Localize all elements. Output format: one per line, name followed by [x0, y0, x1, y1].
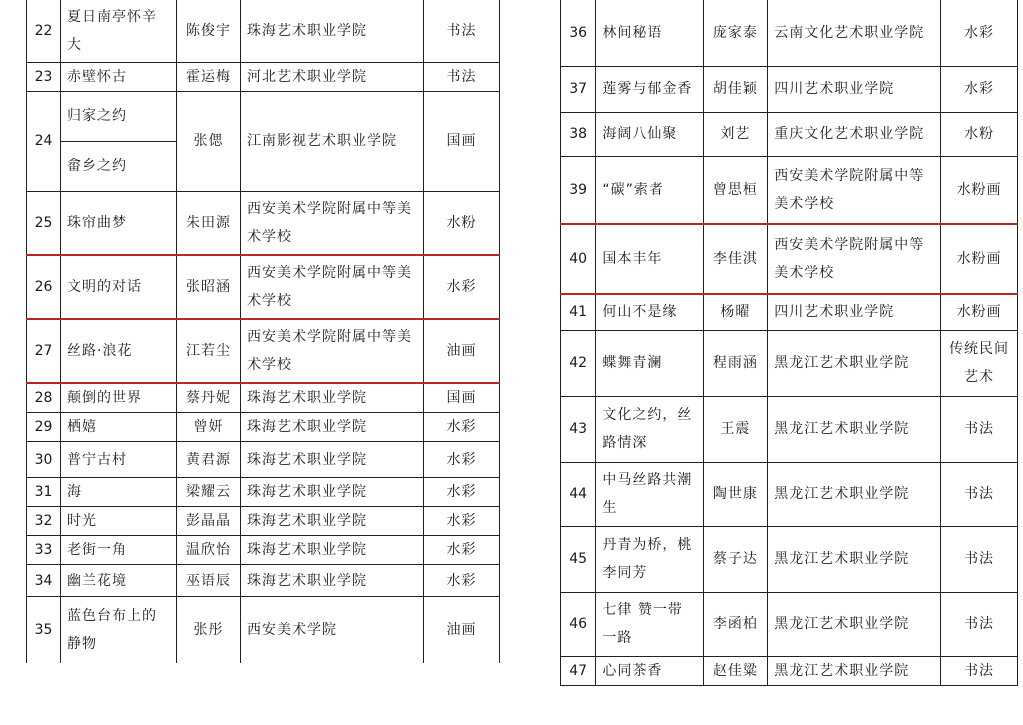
art-type: 水粉画: [941, 156, 1018, 224]
row-number: 32: [27, 507, 61, 536]
work-title: 颠倒的世界: [61, 383, 177, 413]
table-row: [561, 112, 1018, 156]
art-type: 国画: [424, 383, 500, 413]
row-number: 34: [27, 565, 61, 597]
row-number: 38: [561, 112, 596, 156]
table-row: [27, 597, 500, 663]
work-title: 蓝色台布上的静物: [61, 597, 177, 663]
art-type: 国画: [424, 91, 500, 191]
author-name: 王震: [703, 396, 768, 462]
school-name: 西安美术学院: [241, 597, 424, 663]
table-row: [561, 462, 1018, 526]
school-name: 珠海艺术职业学院: [241, 0, 424, 62]
author-name: 曾妍: [177, 413, 241, 442]
school-name: 黑龙江艺术职业学院: [768, 330, 941, 396]
work-title: 何山不是缘: [596, 294, 703, 330]
author-name: 庞家泰: [703, 0, 768, 66]
right-table: [560, 0, 1018, 686]
art-type: 书法: [941, 396, 1018, 462]
author-name: 刘艺: [703, 112, 768, 156]
author-name: 朱田源: [177, 191, 241, 255]
art-type: 书法: [941, 462, 1018, 526]
work-title: 文化之约，丝路情深: [596, 396, 703, 462]
work-title: 心同茶香: [596, 656, 703, 685]
work-title: 归家之约: [61, 91, 177, 141]
school-name: 重庆文化艺术职业学院: [768, 112, 941, 156]
art-type: 书法: [941, 656, 1018, 685]
work-title: 赤壁怀古: [61, 62, 177, 91]
table-row: [27, 565, 500, 597]
table-row: [27, 536, 500, 565]
author-name: 胡佳颖: [703, 66, 768, 112]
school-name: 西安美术学院附属中等美术学校: [768, 156, 941, 224]
school-name: 珠海艺术职业学院: [241, 442, 424, 478]
table-row: [27, 442, 500, 478]
row-number: 42: [561, 330, 596, 396]
art-type: 书法: [424, 62, 500, 91]
school-name: 西安美术学院附属中等美术学校: [241, 319, 424, 383]
work-title: 中马丝路共潮生: [596, 462, 703, 526]
author-name: 陶世康: [703, 462, 768, 526]
table-row: [27, 91, 500, 141]
art-type: 水粉: [941, 112, 1018, 156]
row-number: 47: [561, 656, 596, 685]
school-name: 云南文化艺术职业学院: [768, 0, 941, 66]
row-number: 44: [561, 462, 596, 526]
author-name: 张昭涵: [177, 255, 241, 319]
table-row: [27, 62, 500, 91]
art-type: 水粉画: [941, 294, 1018, 330]
table-row: [561, 592, 1018, 656]
school-name: 珠海艺术职业学院: [241, 507, 424, 536]
art-type: 水粉画: [941, 224, 1018, 294]
table-row: [27, 507, 500, 536]
row-number: 31: [27, 478, 61, 507]
author-name: 张彤: [177, 597, 241, 663]
art-type: 油画: [424, 597, 500, 663]
work-title: 幽兰花境: [61, 565, 177, 597]
school-name: 西安美术学院附属中等美术学校: [241, 255, 424, 319]
author-name: 江若尘: [177, 319, 241, 383]
work-title: 文明的对话: [61, 255, 177, 319]
work-title: 丝路·浪花: [61, 319, 177, 383]
school-name: 西安美术学院附属中等美术学校: [768, 224, 941, 294]
row-number: 35: [27, 597, 61, 663]
school-name: 西安美术学院附属中等美术学校: [241, 191, 424, 255]
row-number: 43: [561, 396, 596, 462]
row-number: 25: [27, 191, 61, 255]
art-type: 书法: [941, 592, 1018, 656]
author-name: 蔡子达: [703, 526, 768, 592]
work-title: 夏日南亭怀辛大: [61, 0, 177, 62]
work-title: 普宁古村: [61, 442, 177, 478]
work-title: “碳”索者: [596, 156, 703, 224]
row-number: 27: [27, 319, 61, 383]
row-number: 26: [27, 255, 61, 319]
table-row: [561, 396, 1018, 462]
author-name: 张偲: [177, 91, 241, 191]
school-name: 黑龙江艺术职业学院: [768, 592, 941, 656]
work-title: 国本丰年: [596, 224, 703, 294]
table-row: [27, 478, 500, 507]
table-row: [27, 0, 500, 62]
school-name: 江南影视艺术职业学院: [241, 91, 424, 191]
author-name: 李函柏: [703, 592, 768, 656]
table-row: [561, 656, 1018, 685]
left-table: [26, 0, 500, 663]
school-name: 黑龙江艺术职业学院: [768, 526, 941, 592]
school-name: 珠海艺术职业学院: [241, 478, 424, 507]
table-row: [561, 66, 1018, 112]
art-type: 水彩: [424, 507, 500, 536]
table-row: [27, 383, 500, 413]
art-type: 水粉: [424, 191, 500, 255]
author-name: 曾思桓: [703, 156, 768, 224]
work-title: 时光: [61, 507, 177, 536]
school-name: 珠海艺术职业学院: [241, 383, 424, 413]
work-title: 林间秘语: [596, 0, 703, 66]
work-title: 海: [61, 478, 177, 507]
author-name: 梁耀云: [177, 478, 241, 507]
table-row: [27, 413, 500, 442]
school-name: 珠海艺术职业学院: [241, 565, 424, 597]
row-number: 39: [561, 156, 596, 224]
art-type: 水彩: [941, 66, 1018, 112]
work-title: 丹青为桥，桃李同芳: [596, 526, 703, 592]
work-title: 老街一角: [61, 536, 177, 565]
row-number: 40: [561, 224, 596, 294]
work-title: 七律 赞一带一路: [596, 592, 703, 656]
table-row: [561, 526, 1018, 592]
art-type: 水彩: [424, 478, 500, 507]
table-row: [561, 330, 1018, 396]
school-name: 四川艺术职业学院: [768, 294, 941, 330]
art-type: 水彩: [424, 565, 500, 597]
work-title: 莲雾与郁金香: [596, 66, 703, 112]
row-number: 41: [561, 294, 596, 330]
row-number: 46: [561, 592, 596, 656]
art-type: 书法: [941, 526, 1018, 592]
row-number: 29: [27, 413, 61, 442]
art-type: 水彩: [424, 255, 500, 319]
school-name: 黑龙江艺术职业学院: [768, 656, 941, 685]
author-name: 杨曜: [703, 294, 768, 330]
table-row: [561, 294, 1018, 330]
art-type: 水彩: [941, 0, 1018, 66]
row-number: 23: [27, 62, 61, 91]
row-number: 22: [27, 0, 61, 62]
art-type: 油画: [424, 319, 500, 383]
art-type: 水彩: [424, 442, 500, 478]
school-name: 珠海艺术职业学院: [241, 413, 424, 442]
work-title: 栖嬉: [61, 413, 177, 442]
work-title: 珠帘曲梦: [61, 191, 177, 255]
author-name: 赵佳粱: [703, 656, 768, 685]
school-name: 黑龙江艺术职业学院: [768, 396, 941, 462]
art-type: 传统民间艺术: [941, 330, 1018, 396]
row-number: 30: [27, 442, 61, 478]
author-name: 彭晶晶: [177, 507, 241, 536]
table-row: [561, 0, 1018, 66]
school-name: 河北艺术职业学院: [241, 62, 424, 91]
table-row: [27, 191, 500, 255]
author-name: 李佳淇: [703, 224, 768, 294]
row-number: 33: [27, 536, 61, 565]
row-number: 45: [561, 526, 596, 592]
work-title: 海阔八仙聚: [596, 112, 703, 156]
author-name: 霍运梅: [177, 62, 241, 91]
author-name: 温欣怡: [177, 536, 241, 565]
school-name: 四川艺术职业学院: [768, 66, 941, 112]
table-row: [561, 224, 1018, 294]
author-name: 黄君源: [177, 442, 241, 478]
art-type: 书法: [424, 0, 500, 62]
author-name: 蔡丹妮: [177, 383, 241, 413]
work-title: 蝶舞青澜: [596, 330, 703, 396]
author-name: 巫语辰: [177, 565, 241, 597]
school-name: 黑龙江艺术职业学院: [768, 462, 941, 526]
row-number: 24: [27, 91, 61, 191]
author-name: 程雨涵: [703, 330, 768, 396]
school-name: 珠海艺术职业学院: [241, 536, 424, 565]
work-title-second: 畲乡之约: [61, 141, 177, 191]
table-row: [27, 255, 500, 319]
art-type: 水彩: [424, 413, 500, 442]
row-number: 28: [27, 383, 61, 413]
author-name: 陈俊宇: [177, 0, 241, 62]
art-type: 水彩: [424, 536, 500, 565]
table-row: [27, 319, 500, 383]
row-number: 37: [561, 66, 596, 112]
table-row: [561, 156, 1018, 224]
row-number: 36: [561, 0, 596, 66]
